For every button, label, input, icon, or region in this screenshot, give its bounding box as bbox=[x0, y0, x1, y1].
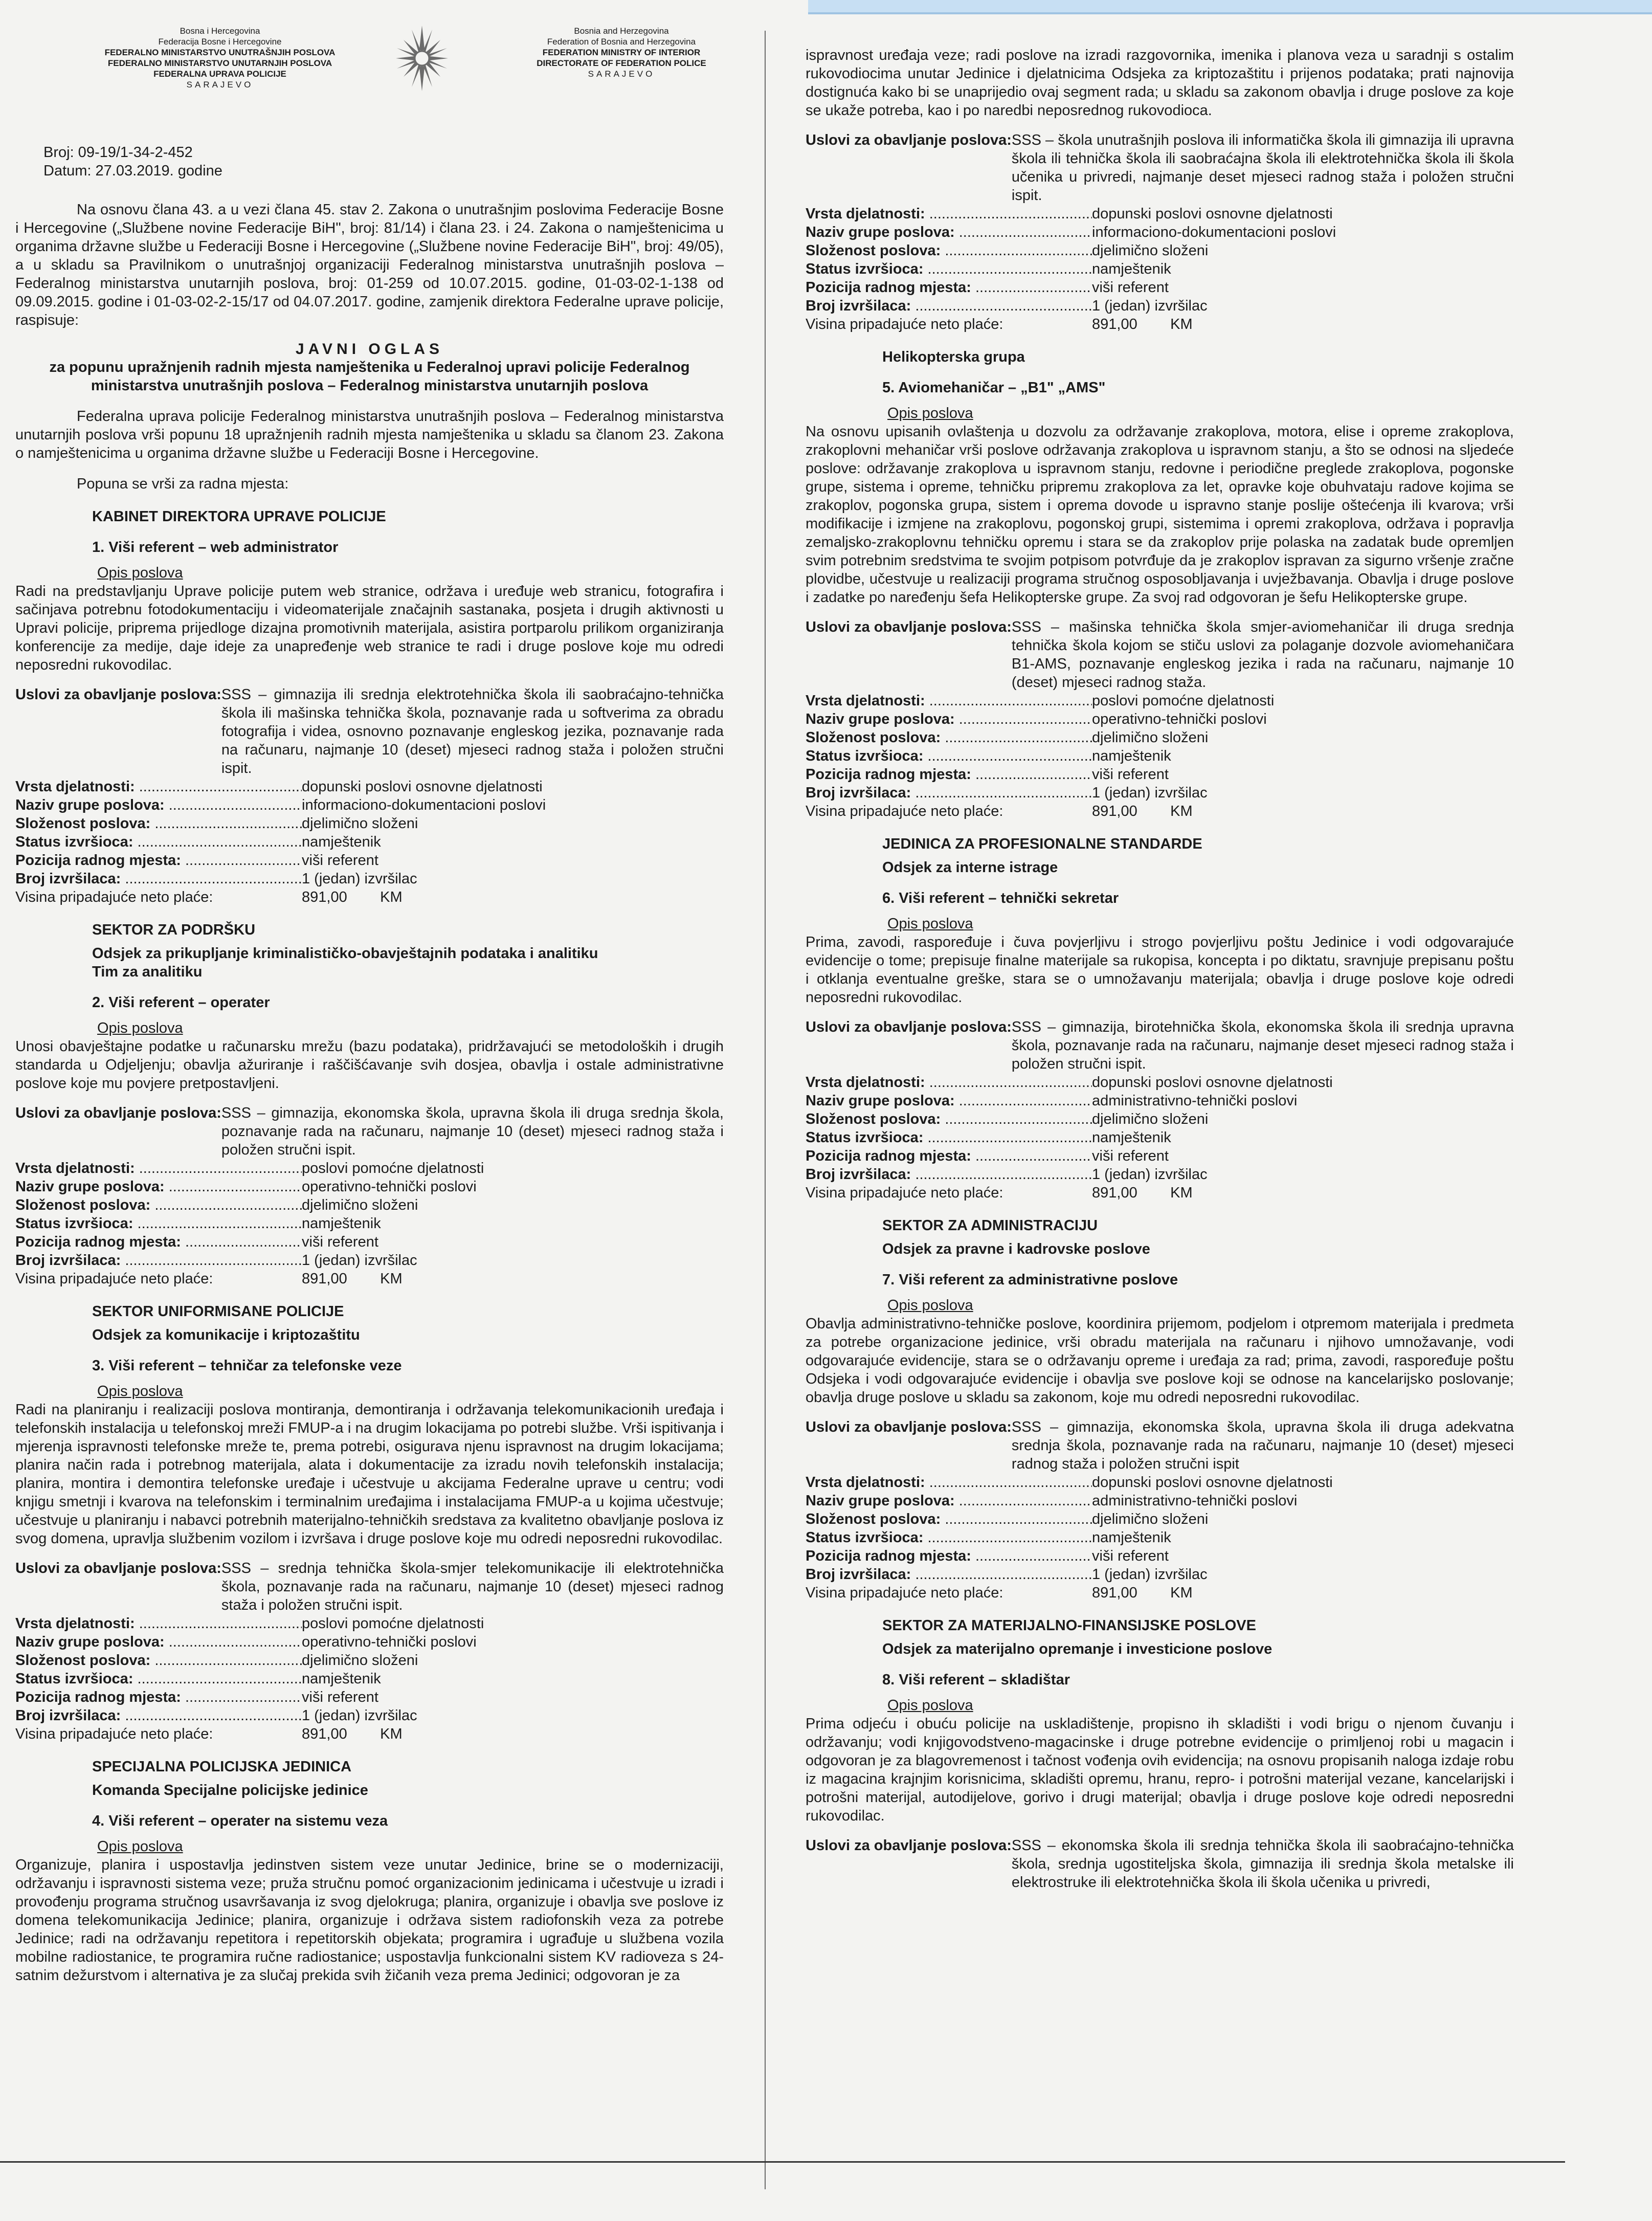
complexity-value: djelimično složeni bbox=[302, 1197, 418, 1213]
letterhead-right bbox=[471, 26, 772, 79]
conditions-label: Uslovi za obavljanje poslova: bbox=[806, 619, 1012, 635]
letterhead-line: Federation of Bosnia and Herzegovina bbox=[547, 37, 696, 47]
conditions-row bbox=[806, 618, 1514, 692]
net-salary-row bbox=[806, 802, 1514, 820]
executor-status-value: namještenik bbox=[1092, 1129, 1171, 1146]
net-salary-label: Visina pripadajuće neto plaće: bbox=[806, 316, 1003, 332]
right-job-list bbox=[806, 348, 1514, 1892]
conditions-row bbox=[806, 1836, 1514, 1892]
section-heading: Odsjek za pravne i kadrovske poslove bbox=[882, 1241, 1150, 1257]
section-heading: SPECIJALNA POLICIJSKA JEDINICA bbox=[92, 1759, 352, 1775]
left-job-list bbox=[15, 507, 724, 1985]
section-heading: Odsjek za prikupljanje kriminalističko-obavještajnih podataka i analitiku bbox=[92, 945, 598, 962]
job-group-value: operativno-tehnički poslovi bbox=[1092, 711, 1267, 727]
complexity-value: djelimično složeni bbox=[1092, 1511, 1209, 1527]
job-description-heading: Opis poslova bbox=[887, 1697, 973, 1714]
job-entry bbox=[806, 348, 1514, 820]
job-description-heading: Opis poslova bbox=[97, 1020, 183, 1036]
executor-status-label: Status izvršioca: ..... bbox=[15, 1214, 302, 1233]
job-group-value: administrativno-tehnički poslovi bbox=[1092, 1493, 1298, 1509]
job-title: 5. Aviomehaničar – „B1" „AMS" bbox=[882, 380, 1106, 396]
bottom-rule bbox=[0, 2161, 1565, 2163]
job-description: Na osnovu upisanih ovlaštenja u dozvolu za održavanje zrakoplova, motora, elise i opreme zrakoplova, zrakoplovni mehaničar vrši poslove održavanja zrakoplova u ispravnom stanju, a što se odnosi na sljedeće poslove: održavanje zrakoplova u ispravnom stanju, redovne i periodične preglede zrakoplova, pogonske grupe, sistema i opreme, tehničku pripremu zrakoplova za let, opravke koje obuhvataju radove kojima se zrakoplov, pogonska grupa, sistem i oprema dovode u ispravno stanje poslije oštećenja ili kvarova; vrši modifikacije i izmjene na zrakoplovu, pogonskoj grupi, sistemima i opremi zrakoplova, održava i popravlja zemaljsko-zrakoplovnu tehničku opremu i stara se da zrakoplov prije polaska na zadatak bude opremljen svim potrebnim sredstvima te svojim potpisom potvrđuje da je zrakoplov ispravan za sigurno vršenje zračne plovidbe, učestvuje u realizaciji programa stručnog osposobljavanja i uvježbavanja. Obavlja i druge poslove i zadatke po naređenju šefa Helikopterske grupe. Za svoj rad odgovoran je šefu Helikopterske grupe. bbox=[806, 424, 1514, 606]
job-title: 6. Viši referent – tehnički sekretar bbox=[882, 890, 1119, 906]
letterhead-line: Bosnia and Herzegovina bbox=[574, 26, 669, 36]
executor-count-value: 1 (jedan) izvršilac bbox=[1092, 1166, 1208, 1183]
executor-count-value: 1 (jedan) izvršilac bbox=[1092, 1566, 1208, 1583]
job-description-heading: Opis poslova bbox=[97, 565, 183, 581]
right-column bbox=[806, 46, 1514, 1892]
complexity-row bbox=[15, 1651, 724, 1670]
position-value: viši referent bbox=[1092, 1548, 1169, 1564]
executor-count-row bbox=[806, 297, 1514, 315]
conditions-label: Uslovi za obavljanje poslova: bbox=[15, 1560, 221, 1576]
job-description-heading: Opis poslova bbox=[97, 1838, 183, 1855]
job-description: Unosi obavještajne podatke u računarsku mrežu (bazu podataka), pridržavajući se metodoloških i drugih standarda u Odjeljenju; obavlja ažuriranje i raščišćavanje svih dosjea, obavlja i ostale administrativne poslove koje mu povjere pretpostavljeni. bbox=[15, 1038, 724, 1092]
job-4-conditions bbox=[806, 131, 1514, 334]
activity-type-row bbox=[15, 778, 724, 796]
complexity-value: djelimično složeni bbox=[1092, 729, 1209, 746]
position-value: viši referent bbox=[1092, 279, 1169, 296]
job-entry bbox=[15, 1302, 724, 1743]
complexity-row bbox=[806, 728, 1514, 747]
activity-type-value: dopunski poslovi osnovne djelatnosti bbox=[302, 779, 543, 795]
job-title: 4. Viši referent – operater na sistemu veza bbox=[92, 1813, 388, 1829]
letterhead-line: Bosna i Hercegovina bbox=[180, 26, 260, 36]
job-description-heading: Opis poslova bbox=[887, 1297, 973, 1314]
net-salary-value: 891,00 KM bbox=[302, 1726, 403, 1742]
activity-type-value: poslovi pomoćne djelatnosti bbox=[302, 1615, 484, 1632]
conditions-row bbox=[806, 131, 1514, 205]
job-entry bbox=[806, 835, 1514, 1202]
section-heading: Tim za analitiku bbox=[92, 964, 203, 980]
net-salary-value: 891,00 KM bbox=[1092, 316, 1193, 332]
complexity-row bbox=[15, 814, 724, 833]
executor-status-label: Status izvršioca: ..... bbox=[806, 747, 1092, 765]
position-label: Pozicija radnog mjesta: ..... bbox=[15, 851, 302, 870]
job-description: Prima odjeću i obuću policije na uskladištenje, propisno ih skladišti i vodi brigu o njenom čuvanju i održavanju; vodi knjigovodstveno-magacinske i druge potrebne evidencije o primljenoj robi u magacin i odgovoran je za blagovremenost i tačnost vođenja ovih evidencija; na osnovu propisanih naloga izdaje robu iz magacina krajnjim korisnicima, skladišti opremu, hranu, repro- i potrošni materijal vezane, kancelarijski i potrošni materijal, autodijelove, gorivo i drugi materijal; obavlja i druge poslove koje odredi neposredni rukovodilac. bbox=[806, 1716, 1514, 1824]
net-salary-value: 891,00 KM bbox=[302, 889, 403, 905]
job-group-value: informaciono-dokumentacioni poslovi bbox=[302, 797, 546, 813]
net-salary-label: Visina pripadajuće neto plaće: bbox=[15, 1726, 213, 1742]
left-column bbox=[15, 26, 724, 1985]
executor-status-label: Status izvršioca: ..... bbox=[806, 260, 1092, 278]
job-description-heading: Opis poslova bbox=[97, 1383, 183, 1400]
position-row bbox=[806, 1547, 1514, 1565]
net-salary-label: Visina pripadajuće neto plaće: bbox=[806, 1585, 1003, 1601]
complexity-label: Složenost poslova: ..... bbox=[806, 728, 1092, 747]
executor-count-label: Broj izvršilaca: ..... bbox=[15, 1251, 302, 1270]
activity-type-row bbox=[15, 1614, 724, 1633]
page-top-color-strip bbox=[808, 0, 1652, 14]
executor-status-value: namještenik bbox=[1092, 261, 1171, 277]
activity-type-value: poslovi pomoćne djelatnosti bbox=[1092, 693, 1275, 709]
position-label: Pozicija radnog mjesta: ..... bbox=[806, 1547, 1092, 1565]
executor-count-row bbox=[15, 1706, 724, 1725]
job-group-row bbox=[806, 1092, 1514, 1110]
job-description-heading: Opis poslova bbox=[887, 916, 973, 932]
job-group-row bbox=[806, 710, 1514, 728]
complexity-label: Složenost poslova: ..... bbox=[806, 241, 1092, 260]
job-title: 8. Viši referent – skladištar bbox=[882, 1672, 1070, 1688]
position-value: viši referent bbox=[302, 852, 378, 869]
position-row bbox=[806, 278, 1514, 297]
position-label: Pozicija radnog mjesta: ..... bbox=[15, 1233, 302, 1251]
job-group-label: Naziv grupe poslova: ..... bbox=[15, 1178, 302, 1196]
activity-type-value: dopunski poslovi osnovne djelatnosti bbox=[1092, 1074, 1333, 1091]
conditions-label: Uslovi za obavljanje poslova: bbox=[806, 1019, 1012, 1035]
letterhead-line: SARAJEVO bbox=[588, 69, 655, 79]
net-salary-label: Visina pripadajuće neto plaće: bbox=[806, 1185, 1003, 1201]
section-heading: SEKTOR UNIFORMISANE POLICIJE bbox=[92, 1303, 344, 1320]
position-label: Pozicija radnog mjesta: ..... bbox=[15, 1688, 302, 1706]
complexity-value: djelimično složeni bbox=[1092, 242, 1209, 259]
position-label: Pozicija radnog mjesta: ..... bbox=[806, 278, 1092, 297]
executor-count-label: Broj izvršilaca: ..... bbox=[806, 1165, 1092, 1184]
executor-count-value: 1 (jedan) izvršilac bbox=[302, 1707, 417, 1724]
conditions-value: SSS – škola unutrašnjih poslova ili informatička škola ili gimnazija ili upravna škola ili tehnička škola ili saobraćajna škola ili elektrotehnička škola ili škola učenika u privredi, najmanje deset mjeseci radnog staža i položen stručni ispit. bbox=[1011, 132, 1514, 204]
position-row bbox=[806, 1147, 1514, 1165]
net-salary-label: Visina pripadajuće neto plaće: bbox=[15, 1271, 213, 1287]
job-4-description-continued: ispravnost uređaja veze; radi poslove na izradi razgovornika, imenika i planova veza u saradnji s ostalim rukovodiocima unutar Jedinice i djelatnicima Odsjeka za kriptozaštitu i prijenos podataka; prati najnovija dostignuća kako bi se unaprijedio ovaj segment rada; u skladu sa zakonom obavlja i druge poslove za koje se ukaže potreba, kao i po naredbi neposrednog rukovodioca. bbox=[806, 47, 1514, 119]
executor-count-row bbox=[15, 870, 724, 888]
job-group-value: operativno-tehnički poslovi bbox=[302, 1179, 477, 1195]
executor-count-value: 1 (jedan) izvršilac bbox=[302, 871, 417, 887]
job-group-row bbox=[806, 1492, 1514, 1510]
conditions-label: Uslovi za obavljanje poslova: bbox=[806, 1837, 1012, 1854]
activity-type-row bbox=[806, 692, 1514, 710]
executor-count-row bbox=[806, 1565, 1514, 1584]
job-group-label: Naziv grupe poslova: ..... bbox=[806, 223, 1092, 241]
executor-status-row bbox=[806, 1128, 1514, 1147]
activity-type-label: Vrsta djelatnosti: ..... bbox=[806, 1073, 1092, 1092]
activity-type-value: dopunski poslovi osnovne djelatnosti bbox=[1092, 1474, 1333, 1491]
activity-type-value: dopunski poslovi osnovne djelatnosti bbox=[1092, 206, 1333, 222]
executor-status-value: namještenik bbox=[1092, 1529, 1171, 1546]
conditions-value: SSS – mašinska tehnička škola smjer-aviomehaničar ili druga srednja tehnička škola kojom se stiču uslovi za polaganje dozvole aviomehaničara B1-AMS, poznavanje engleskog jezika i rada na računaru, najmanje 10 (deset) mjeseci radnog staža. bbox=[1011, 619, 1514, 691]
conditions-value: SSS – gimnazija, ekonomska škola, upravna škola ili druga adekvatna srednja škola, poznavanje rada na računaru, najmanje 10 (deset) mjeseci radnog staža i položen stručni ispit bbox=[1011, 1419, 1514, 1472]
net-salary-value: 891,00 KM bbox=[302, 1271, 403, 1287]
section-heading: SEKTOR ZA PODRŠKU bbox=[92, 922, 256, 938]
activity-type-row bbox=[806, 1473, 1514, 1492]
executor-count-value: 1 (jedan) izvršilac bbox=[1092, 298, 1208, 314]
complexity-label: Složenost poslova: ..... bbox=[15, 1651, 302, 1670]
job-entry bbox=[15, 507, 724, 906]
job-description: Radi na predstavljanju Uprave policije putem web stranice, održava i uređuje web stranicu, fotografira i sačinjava potrebnu fotodokumentaciju i videomaterijale značajnih sastanaka, posjeta i drugih aktivnosti u Upravi policije, priprema prijedloge dizajna promotivnih materijala, asistira portparolu prilikom organiziranja konferencije za medije, daje ideje za unapređenje web stranice te radi i druge poslove koje mu odredi neposredni rukovodilac. bbox=[15, 583, 724, 673]
activity-type-label: Vrsta djelatnosti: ..... bbox=[806, 205, 1092, 223]
executor-status-label: Status izvršioca: ..... bbox=[806, 1528, 1092, 1547]
executor-status-row bbox=[15, 833, 724, 851]
executor-status-row bbox=[15, 1670, 724, 1688]
conditions-value: SSS – gimnazija, birotehnička škola, ekonomska škola ili srednja upravna škola, poznavanje rada na računaru, najmanje deset mjeseci radnog staža i položen stručni ispit. bbox=[1011, 1019, 1514, 1072]
conditions-row bbox=[15, 1104, 724, 1159]
position-label: Pozicija radnog mjesta: ..... bbox=[806, 1147, 1092, 1165]
complexity-label: Složenost poslova: ..... bbox=[15, 1196, 302, 1214]
net-salary-label: Visina pripadajuće neto plaće: bbox=[15, 889, 213, 905]
position-label: Pozicija radnog mjesta: ..... bbox=[806, 765, 1092, 784]
letterhead-line: FEDERATION MINISTRY OF INTERIOR bbox=[542, 48, 701, 57]
complexity-label: Složenost poslova: ..... bbox=[15, 814, 302, 833]
job-group-label: Naziv grupe poslova: ..... bbox=[15, 1633, 302, 1651]
complexity-row bbox=[15, 1196, 724, 1214]
activity-type-row bbox=[806, 1073, 1514, 1092]
letterhead bbox=[15, 26, 724, 123]
letterhead-line: FEDERALNA UPRAVA POLICIJE bbox=[153, 69, 286, 79]
net-salary-label: Visina pripadajuće neto plaće: bbox=[806, 803, 1003, 819]
position-value: viši referent bbox=[302, 1689, 378, 1705]
letterhead-line: FEDERALNO MINISTARSTVO UNUTARNJIH POSLOVA bbox=[107, 58, 332, 68]
activity-type-row bbox=[806, 205, 1514, 223]
executor-status-label: Status izvršioca: ..... bbox=[806, 1128, 1092, 1147]
job-group-value: informaciono-dokumentacioni poslovi bbox=[1092, 224, 1336, 240]
executor-count-row bbox=[806, 1165, 1514, 1184]
lead-paragraph: Federalna uprava policije Federalnog ministarstva unutrašnjih poslova – Federalnog ministarstva unutarnjih poslova vrši popunu 18 upražnjenih radnih mjesta namještenika u skladu sa članom 23. Zakona o namještenicima u organima državne službe u Federaciji Bosne i Hercegovine. bbox=[15, 408, 724, 461]
job-description: Radi na planiranju i realizaciji poslova montiranja, demontiranja i održavanja telekomunikacionih uređaja i telefonskih instalacija u telefonskoj mreži FMUP-a i na drugim lokacijama po potrebi službe. Vrši ispitivanja i mjerenja ispravnosti telefonske mreže te, prema potrebi, osigurava njenu ispravnost na drugim lokacijama; planira način rada i potrebnog materijala, alata i dokumentacije za izradu novih telefonskih instalacija; planira, montira i demontira telefonske uređaje i učestvuje u akcijama Federalne uprave u centru; vodi knjigu smetnji i kvarova na telefonskim i terminalnim uređajima i instalacijama FMUP-a u kojima učestvuje; učestvuje u planiranju i nabavci potrebnih materijalno-tehničkih sredstava za kvalitetno obavljanje poslova iz svog domena, upravlja službenim vozilom i izvršava i druge poslove koje mu odredi neposredni rukovodilac. bbox=[15, 1402, 724, 1547]
legal-basis-paragraph: Na osnovu člana 43. a u vezi člana 45. stav 2. Zakona o unutrašnjim poslovima Federacije Bosne i Hercegovine („Službene novine Federacije BiH", broj: 81/14) i člana 23. i 24. Zakona o namještenicima u organima državne službe u Federaciji Bosne i Hercegovine („Službene novine Federacije BiH", broj: 49/05), a u skladu sa Pravilnikom o unutrašnjoj organizaciji Federalnog ministarstva unutrašnjih poslova – Federalnog ministarstva unutarnjih poslova, broj: 01-259 od 10.07.2015. godine, 01-03-02-1-138 od 09.09.2015. godine i 01-03-02-2-15/17 od 04.07.2017. godine, zamjenik direktora Federalne uprave policije, raspisuje: bbox=[15, 202, 724, 328]
column-divider bbox=[765, 31, 766, 2189]
job-group-label: Naziv grupe poslova: ..... bbox=[15, 796, 302, 814]
complexity-label: Složenost poslova: ..... bbox=[806, 1510, 1092, 1528]
letterhead-line: Federacija Bosne i Hercegovine bbox=[158, 37, 282, 47]
job-group-row bbox=[15, 1633, 724, 1651]
federal-police-emblem-icon bbox=[394, 23, 450, 94]
conditions-label: Uslovi za obavljanje poslova: bbox=[806, 1419, 1012, 1435]
executor-count-label: Broj izvršilaca: ..... bbox=[15, 870, 302, 888]
job-entry bbox=[15, 1758, 724, 1985]
conditions-row bbox=[806, 1018, 1514, 1073]
letterhead-line: FEDERALNO MINISTARSTVO UNUTRAŠNJIH POSLOVA bbox=[104, 48, 336, 57]
net-salary-row bbox=[15, 888, 724, 906]
job-description: Obavlja administrativno-tehničke poslove, koordinira prijemom, podjelom i otpremom materijala i predmeta za potrebe organizacione jedinice, vrši obradu materijala na računaru i njihovo umnožavanje, vodi odgovarajuće evidencije, stara se o održavanju opreme i uređaja za rad; prima, zavodi, raspoređuje poštu Odsjeka i vodi odgovarajuće evidencije i obavlja sve poslove koji se odnose na kancelarijsko poslovanje; obavlja druge poslove u skladu sa zakonom, koje mu odredi neposredni rukovodilac. bbox=[806, 1316, 1514, 1406]
positions-intro: Popuna se vrši za radna mjesta: bbox=[77, 476, 289, 492]
job-group-row bbox=[15, 1178, 724, 1196]
section-heading: KABINET DIREKTORA UPRAVE POLICIJE bbox=[92, 508, 386, 525]
section-heading: SEKTOR ZA MATERIJALNO-FINANSIJSKE POSLOVE bbox=[882, 1617, 1256, 1634]
section-heading: Odsjek za materijalno opremanje i investicione poslove bbox=[882, 1641, 1273, 1657]
letterhead-line: SARAJEVO bbox=[186, 80, 254, 90]
executor-status-value: namještenik bbox=[302, 1671, 381, 1687]
position-value: viši referent bbox=[1092, 1148, 1169, 1164]
complexity-value: djelimično složeni bbox=[302, 1652, 418, 1669]
position-row bbox=[15, 1233, 724, 1251]
activity-type-label: Vrsta djelatnosti: ..... bbox=[806, 692, 1092, 710]
announcement-title: JAVNI OGLAS bbox=[295, 341, 444, 358]
activity-type-row bbox=[15, 1159, 724, 1178]
executor-status-value: namještenik bbox=[302, 1215, 381, 1232]
executor-status-label: Status izvršioca: ..... bbox=[15, 1670, 302, 1688]
net-salary-row bbox=[806, 1184, 1514, 1202]
executor-status-value: namještenik bbox=[302, 834, 381, 850]
conditions-row bbox=[15, 685, 724, 778]
job-group-label: Naziv grupe poslova: ..... bbox=[806, 1492, 1092, 1510]
executor-status-row bbox=[806, 1528, 1514, 1547]
executor-status-value: namještenik bbox=[1092, 748, 1171, 764]
position-row bbox=[15, 851, 724, 870]
complexity-row bbox=[806, 241, 1514, 260]
job-group-row bbox=[806, 223, 1514, 241]
conditions-value: SSS – ekonomska škola ili srednja tehnička škola ili saobraćajno-tehnička škola, srednja ugostiteljska škola, gimnazija ili srednja škola metalske ili elektrostruke ili elektrotehnička škola ili škola učenika u privredi, bbox=[1011, 1837, 1514, 1891]
section-heading: Odsjek za komunikacije i kriptozaštitu bbox=[92, 1327, 360, 1343]
job-title: 2. Viši referent – operater bbox=[92, 994, 270, 1011]
activity-type-label: Vrsta djelatnosti: ..... bbox=[15, 1159, 302, 1178]
net-salary-row bbox=[806, 315, 1514, 334]
section-heading: Komanda Specijalne policijske jedinice bbox=[92, 1782, 368, 1798]
section-heading: SEKTOR ZA ADMINISTRACIJU bbox=[882, 1217, 1098, 1234]
activity-type-label: Vrsta djelatnosti: ..... bbox=[806, 1473, 1092, 1492]
job-description: Prima, zavodi, raspoređuje i čuva povjerljivu i strogo povjerljivu poštu Jedinice i vodi odgovarajuće evidencije o tome; prepisuje finalne materijale sa rukopisa, koncepta i po diktatu, sravnjuje prepisanu poštu i otklanja eventualne greške, stara se o umnožavanju materijala; obavlja i druge poslove koje odredi neposredni rukovodilac. bbox=[806, 934, 1514, 1006]
position-row bbox=[806, 765, 1514, 784]
document-reference bbox=[43, 143, 724, 180]
net-salary-value: 891,00 KM bbox=[1092, 1585, 1193, 1601]
net-salary-row bbox=[15, 1270, 724, 1288]
complexity-value: djelimično složeni bbox=[1092, 1111, 1209, 1127]
activity-type-value: poslovi pomoćne djelatnosti bbox=[302, 1160, 484, 1176]
conditions-label: Uslovi za obavljanje poslova: bbox=[806, 132, 1012, 148]
executor-count-value: 1 (jedan) izvršilac bbox=[302, 1252, 417, 1269]
activity-type-label: Vrsta djelatnosti: ..... bbox=[15, 778, 302, 796]
job-title: 3. Viši referent – tehničar za telefonske veze bbox=[92, 1358, 402, 1374]
executor-count-label: Broj izvršilaca: ..... bbox=[806, 297, 1092, 315]
executor-count-row bbox=[806, 784, 1514, 802]
document-number: Broj: 09-19/1-34-2-452 bbox=[43, 144, 193, 161]
complexity-label: Složenost poslova: ..... bbox=[806, 1110, 1092, 1128]
net-salary-value: 891,00 KM bbox=[1092, 803, 1193, 819]
executor-status-row bbox=[15, 1214, 724, 1233]
job-description: Organizuje, planira i uspostavlja jedinstven sistem veze unutar Jedinice, brine se o modernizaciji, održavanju i ispravnosti sistema veze; pruža stručnu pomoć organizacionim jedinicama i učestvuje u izradi i provođenju programa stručnog usavršavanja iz svog djelokruga; planira, organizuje i obavlja sve poslove iz domena telekomunikacija Jedinice; planira, organizuje i održava sistem radiofonskih veza za potrebe Jedinice; radi na održavanju repetitora i repetitorskih objekata; programira i ugrađuje u službena vozila mobilne radiostanice, te programira ručne radiostanice; uspostavlja funkcionalni sistem KV radioveza s 24-satnim dežurstvom i alternativa je za slučaj prekida svih žičanih veza prema Jedinici; odgovoran je za bbox=[15, 1857, 724, 1984]
letterhead-left bbox=[36, 26, 404, 90]
announcement-subtitle: za popunu upražnjenih radnih mjesta namještenika u Federalnoj upravi policije Federalnog ministarstva unutrašnjih poslova – Federalnog ministarstva unutarnjih poslova bbox=[49, 359, 690, 394]
job-description-heading: Opis poslova bbox=[887, 405, 973, 421]
job-title: 7. Viši referent za administrativne poslove bbox=[882, 1272, 1178, 1288]
conditions-value: SSS – srednja tehnička škola-smjer telekomunikacije ili elektrotehnička škola, poznavanje rada na računaru, najmanje 10 (deset) mjeseci radnog staža i položen stručni ispit. bbox=[221, 1560, 724, 1613]
executor-status-row bbox=[806, 747, 1514, 765]
conditions-value: SSS – gimnazija, ekonomska škola, upravna škola ili druga srednja škola, poznavanje rada na računaru, najmanje 10 (deset) mjeseci radnog staža i položen stručni ispit. bbox=[221, 1105, 724, 1158]
section-heading: Odsjek za interne istrage bbox=[882, 859, 1058, 876]
executor-count-label: Broj izvršilaca: ..... bbox=[806, 1565, 1092, 1584]
executor-count-label: Broj izvršilaca: ..... bbox=[806, 784, 1092, 802]
complexity-value: djelimično složeni bbox=[302, 815, 418, 832]
activity-type-label: Vrsta djelatnosti: ..... bbox=[15, 1614, 302, 1633]
conditions-row bbox=[15, 1559, 724, 1614]
complexity-row bbox=[806, 1510, 1514, 1528]
position-row bbox=[15, 1688, 724, 1706]
section-heading: JEDINICA ZA PROFESIONALNE STANDARDE bbox=[882, 836, 1202, 852]
conditions-label: Uslovi za obavljanje poslova: bbox=[15, 1105, 221, 1121]
position-value: viši referent bbox=[1092, 766, 1169, 783]
executor-status-row bbox=[806, 260, 1514, 278]
job-entry bbox=[806, 1216, 1514, 1602]
letterhead-line: DIRECTORATE OF FEDERATION POLICE bbox=[537, 58, 706, 68]
job-group-label: Naziv grupe poslova: ..... bbox=[806, 710, 1092, 728]
job-group-value: operativno-tehnički poslovi bbox=[302, 1634, 477, 1650]
net-salary-row bbox=[806, 1584, 1514, 1602]
conditions-label: Uslovi za obavljanje poslova: bbox=[15, 686, 221, 703]
job-entry bbox=[15, 921, 724, 1288]
job-entry bbox=[806, 1616, 1514, 1892]
conditions-row bbox=[806, 1418, 1514, 1473]
position-value: viši referent bbox=[302, 1234, 378, 1250]
job-group-value: administrativno-tehnički poslovi bbox=[1092, 1093, 1298, 1109]
executor-status-label: Status izvršioca: ..... bbox=[15, 833, 302, 851]
complexity-row bbox=[806, 1110, 1514, 1128]
executor-count-row bbox=[15, 1251, 724, 1270]
net-salary-row bbox=[15, 1725, 724, 1743]
conditions-value: SSS – gimnazija ili srednja elektrotehnička škola ili saobraćajno-tehnička škola ili mašinska tehnička škola, poznavanje rada u softverima za obradu fotografija i videa, osnovno poznavanje engleskog jezika, poznavanje rada na računaru, najmanje 10 (deset) mjeseci radnog staža i položen stručni ispit. bbox=[221, 686, 724, 776]
section-heading: Helikopterska grupa bbox=[882, 349, 1025, 365]
executor-count-value: 1 (jedan) izvršilac bbox=[1092, 785, 1208, 801]
job-group-label: Naziv grupe poslova: ..... bbox=[806, 1092, 1092, 1110]
job-title: 1. Viši referent – web administrator bbox=[92, 539, 339, 556]
document-date: Datum: 27.03.2019. godine bbox=[43, 163, 222, 179]
net-salary-value: 891,00 KM bbox=[1092, 1185, 1193, 1201]
executor-count-label: Broj izvršilaca: ..... bbox=[15, 1706, 302, 1725]
job-group-row bbox=[15, 796, 724, 814]
